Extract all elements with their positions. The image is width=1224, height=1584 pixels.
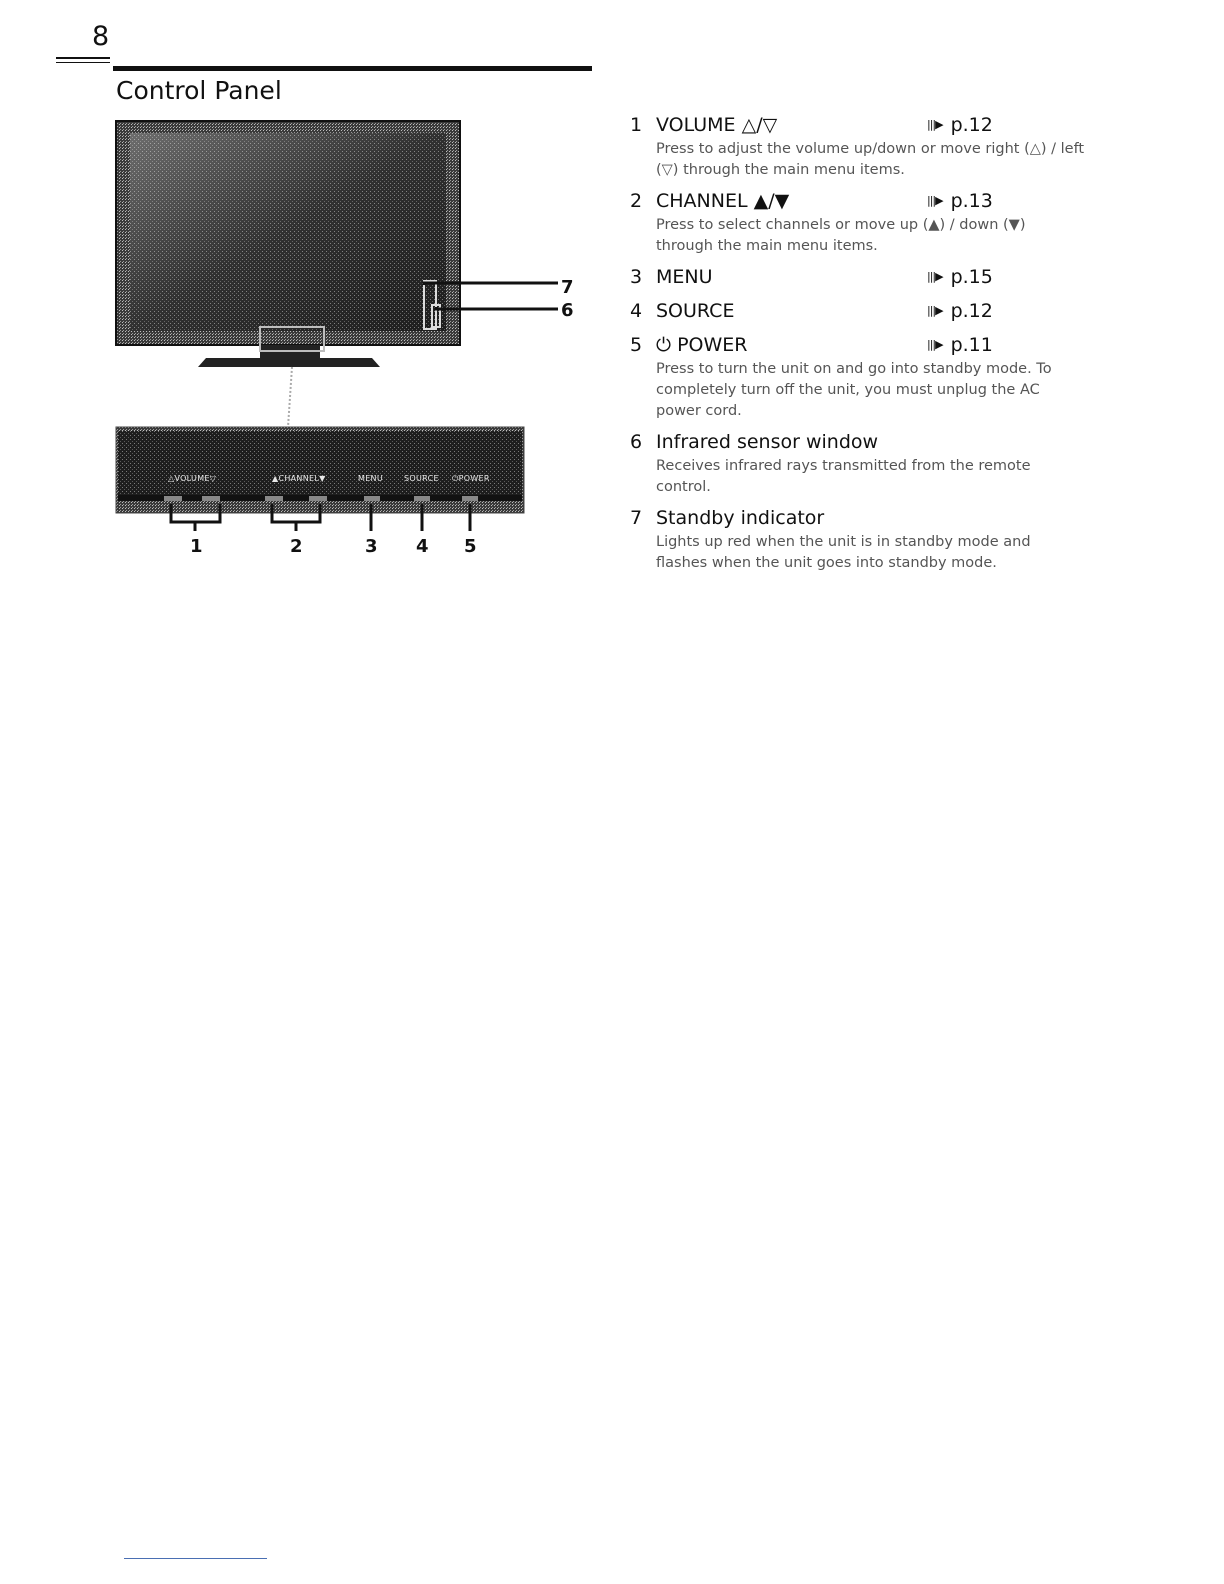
source-button-graphic [414, 496, 430, 501]
item-label: SOURCE [656, 300, 735, 322]
item-description: Receives infrared rays transmitted from the remote control. [656, 458, 1031, 495]
footer-rule [124, 1558, 267, 1559]
callout-number-5: 5 [464, 536, 477, 557]
item-description: Press to turn the unit on and go into standby mode. To completely turn off the unit, you must unplug the AC power cord. [656, 361, 1052, 419]
item-number: 5 [630, 334, 643, 356]
page-reference [927, 190, 993, 212]
item-volume [630, 114, 1100, 181]
callout-number-4: 4 [416, 536, 429, 557]
callout-number-6: 6 [561, 300, 574, 321]
callout-number-1: 1 [190, 536, 203, 557]
page-number: 8 [92, 21, 110, 52]
section-rule [113, 66, 592, 71]
item-label: Standby indicator [656, 507, 825, 529]
item-menu [630, 266, 1100, 291]
item-label: CHANNEL ▲/▼ [656, 190, 790, 212]
item-number: 4 [630, 300, 643, 322]
arrow-right-icon: |||▶ [927, 304, 943, 317]
item-number: 2 [630, 190, 643, 212]
item-power [630, 334, 1100, 422]
callout-number-3: 3 [365, 536, 378, 557]
item-label: ⏻ POWER [656, 334, 748, 356]
item-number: 3 [630, 266, 643, 288]
panel-label-channel: ▲CHANNEL▼ [272, 474, 326, 483]
page-number-rule [56, 57, 110, 59]
page-reference [927, 334, 993, 356]
volume-down-button-graphic [164, 496, 182, 501]
zoom-connector [288, 367, 292, 427]
control-panel-illustration [110, 115, 590, 565]
item-number: 7 [630, 507, 643, 529]
item-channel [630, 190, 1100, 257]
page-reference-text: p.15 [950, 266, 993, 288]
page-reference [927, 300, 993, 322]
menu-button-graphic [364, 496, 380, 501]
panel-label-power: ⏻POWER [452, 474, 490, 483]
page-reference [927, 114, 993, 136]
page-reference-text: p.12 [950, 300, 993, 322]
page-reference-text: p.11 [950, 334, 993, 356]
item-description: Press to adjust the volume up/down or move right (△) / left (▽) through the main menu items. [656, 141, 1085, 178]
power-button-graphic [462, 496, 478, 501]
item-label: Infrared sensor window [656, 431, 879, 453]
panel-label-volume: △VOLUME▽ [168, 474, 217, 483]
arrow-right-icon: |||▶ [927, 270, 943, 283]
item-description: Press to select channels or move up (▲) / down (▼) through the main menu items. [656, 217, 1026, 254]
item-description: Lights up red when the unit is in standby mode and flashes when the unit goes into standby mode. [656, 534, 1031, 571]
arrow-right-icon: |||▶ [927, 338, 943, 351]
callout-number-2: 2 [290, 536, 303, 557]
panel-label-menu: MENU [358, 474, 383, 483]
arrow-right-icon: |||▶ [927, 118, 943, 131]
enlarged-control-panel [116, 427, 524, 513]
panel-label-source: SOURCE [404, 474, 439, 483]
volume-up-button-graphic [202, 496, 220, 501]
channel-down-button-graphic [309, 496, 327, 501]
item-number: 6 [630, 431, 643, 453]
item-label: VOLUME △/▽ [656, 114, 778, 136]
arrow-right-icon: |||▶ [927, 194, 943, 207]
section-title: Control Panel [116, 76, 282, 105]
item-infrared-sensor [630, 431, 1100, 498]
item-source [630, 300, 1100, 325]
item-standby-indicator [630, 507, 1100, 574]
page-reference-text: p.12 [950, 114, 993, 136]
control-descriptions [630, 114, 1100, 583]
page-reference [927, 266, 993, 288]
channel-up-button-graphic [265, 496, 283, 501]
page-number-rule-thin [56, 62, 110, 63]
tv-front-view [116, 121, 460, 367]
page-reference-text: p.13 [950, 190, 993, 212]
item-number: 1 [630, 114, 643, 136]
tv-stand-base [198, 358, 380, 367]
callout-number-7: 7 [561, 277, 574, 298]
item-label: MENU [656, 266, 713, 288]
